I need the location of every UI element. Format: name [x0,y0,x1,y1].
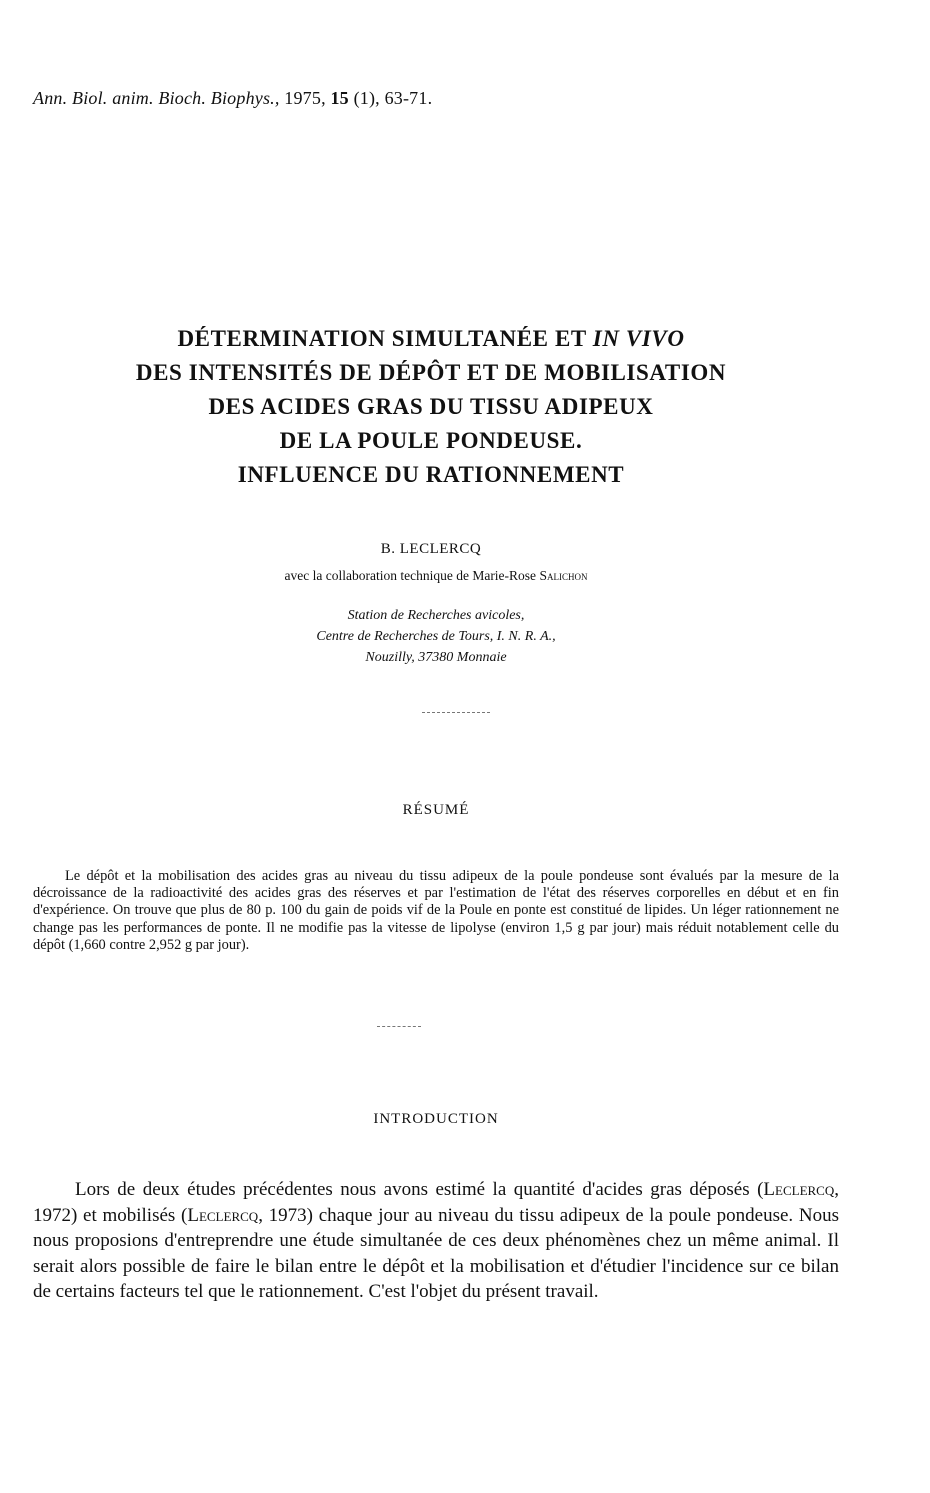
intro-text-2: , 1972) et mobilisés ( [33,1179,839,1226]
title-line-2: DES INTENSITÉS DE DÉPÔT ET DE MOBILISATION [135,360,727,385]
separator-rule-2 [377,1026,421,1027]
affiliation-line-2: Centre de Recherches de Tours, I. N. R. A., [316,629,556,644]
title-line-1 [0,322,862,356]
collaboration-note [0,568,872,584]
journal-name: Ann. Biol. anim. Bioch. Biophys., [33,88,280,108]
collaboration-prefix: avec la collaboration technique de Marie-Rose [284,568,540,583]
paper-title [0,322,862,492]
separator-rule [422,712,490,713]
issue-pages: (1), 63-71. [353,88,433,108]
title-line-5: INFLUENCE DU RATIONNEMENT [237,462,625,487]
affiliation-line-3: Nouzilly, 37380 Monnaie [365,650,507,665]
intro-text-1: Lors de deux études précédentes nous avons estimé la quantité d'acides gras déposés ( [75,1179,764,1200]
volume-number: 15 [330,88,349,108]
intro-text-3: , 1973) chaque jour au niveau du tissu adipeux de la poule pondeuse. Nous nous proposions d'entreprendre une étude simultanée de ces deux phénomènes chez un même animal. Il serait alors possible de faire le bilan entre le dépôt et la mobilisation et d'étudier l'incidence sur ce bilan de certains facteurs tel que le rationnement. C'est l'objet du présent travail. [33,1204,839,1303]
collaborator-name: Salichon [539,568,588,583]
affiliation-line-1: Station de Recherches avicoles, [347,608,525,623]
title-line-4: DE LA POULE PONDEUSE. [279,428,583,453]
affiliation [0,605,872,668]
title-line-3: DES ACIDES GRAS DU TISSU ADIPEUX [208,394,654,419]
introduction-heading: INTRODUCTION [373,1111,499,1127]
publication-year: 1975, [284,88,326,108]
abstract-heading: RÉSUMÉ [402,802,470,818]
intro-citation-1: Leclercq [763,1179,835,1200]
author-name: B. LECLERCQ [380,541,482,557]
abstract-text: Le dépôt et la mobilisation des acides gras au niveau du tissu adipeux de la poule pondeuse sont évalués par la mesure de la décroissance de la radioactivité des acides gras des réserves et par l'estimation de l'état des réserves corporelles en début et en fin d'expérience. On trouve que plus de 80 p. 100 du gain de poids vif de la Poule en ponte est constitué de lipides. Un léger rationnement ne change pas les performances de ponte. Il ne modifie pas la vitesse de lipolyse (environ 1,5 g par jour) mais réduit notablement celle du dépôt (1,660 contre 2,952 g par jour). [33,868,839,953]
intro-citation-2: Leclercq [187,1204,259,1226]
title-in-vivo: IN VIVO [592,326,685,351]
introduction-paragraph [33,1177,839,1305]
title-line-1-text: DÉTERMINATION SIMULTANÉE ET [177,326,593,351]
citation-line [33,88,432,109]
